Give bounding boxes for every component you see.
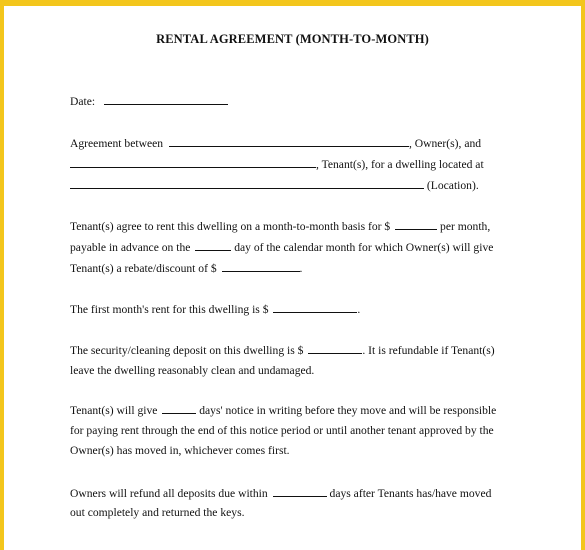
date-line	[70, 94, 228, 109]
monthly-rent-blank[interactable]	[395, 219, 437, 230]
notice-days-blank[interactable]	[162, 403, 196, 414]
refundable-text: . It is refundable if Tenant(s)	[362, 344, 495, 357]
reasonably-clean-text: leave the dwelling reasonably clean and undamaged.	[70, 364, 315, 377]
agreement-line-2	[70, 157, 484, 172]
date-blank[interactable]	[104, 94, 228, 105]
deposit-line-2	[70, 364, 314, 378]
rebate-blank[interactable]	[222, 261, 300, 272]
first-rent-line	[70, 302, 360, 317]
document-page	[4, 6, 581, 550]
deposit-blank[interactable]	[308, 343, 362, 354]
agreement-line-1	[70, 136, 481, 151]
agreement-between-text: Agreement between	[70, 137, 164, 150]
payable-text: payable in advance on the	[70, 241, 191, 254]
first-rent-text: The first month's rent for this dwelling is $	[70, 303, 269, 316]
first-rent-blank[interactable]	[273, 302, 357, 313]
notice-days-text: days' notice in writing before they move and will be responsible	[199, 404, 497, 417]
notice-line-1	[70, 403, 496, 418]
document-title: RENTAL AGREEMENT (MONTH-TO-MONTH)	[156, 32, 429, 46]
per-month-text: per month,	[440, 220, 491, 233]
location-text: (Location).	[426, 179, 479, 192]
rent-line-1	[70, 219, 490, 234]
date-label: Date:	[70, 95, 96, 108]
notice-text: Tenant(s) will give	[70, 404, 158, 417]
refund-text: Owners will refund all deposits due within	[70, 487, 268, 500]
notice-line-2	[70, 424, 494, 438]
whichever-first-text: Owner(s) has moved in, whichever comes first.	[70, 444, 290, 457]
agreement-line-3	[70, 178, 479, 193]
rent-line-3	[70, 261, 302, 276]
keys-returned-text: out completely and returned the keys.	[70, 506, 245, 519]
refund-line-1	[70, 486, 491, 501]
first-rent-period: .	[357, 303, 361, 316]
rebate-text: Tenant(s) a rebate/discount of $	[70, 262, 217, 275]
tenant-text: , Tenant(s), for a dwelling located at	[316, 158, 484, 171]
calendar-text: day of the calendar month for which Owner(s) will give	[234, 241, 494, 254]
deposit-text: The security/cleaning deposit on this dwelling is $	[70, 344, 304, 357]
owner-name-blank[interactable]	[169, 136, 409, 147]
notice-line-3	[70, 444, 290, 458]
location-blank[interactable]	[70, 178, 424, 189]
rebate-period: .	[299, 262, 303, 275]
refund-days-blank[interactable]	[273, 486, 327, 497]
rent-line-2	[70, 240, 493, 255]
refund-days-text: days after Tenants has/have moved	[329, 487, 492, 500]
refund-line-2	[70, 506, 245, 520]
payment-day-blank[interactable]	[195, 240, 231, 251]
tenant-name-blank[interactable]	[70, 157, 316, 168]
deposit-line-1	[70, 343, 495, 358]
owner-text: , Owner(s), and	[408, 137, 482, 150]
notice-period-text: for paying rent through the end of this notice period or until another tenant approved by the	[70, 424, 494, 437]
rent-basis-text: Tenant(s) agree to rent this dwelling on a month-to-month basis for $	[70, 220, 391, 233]
